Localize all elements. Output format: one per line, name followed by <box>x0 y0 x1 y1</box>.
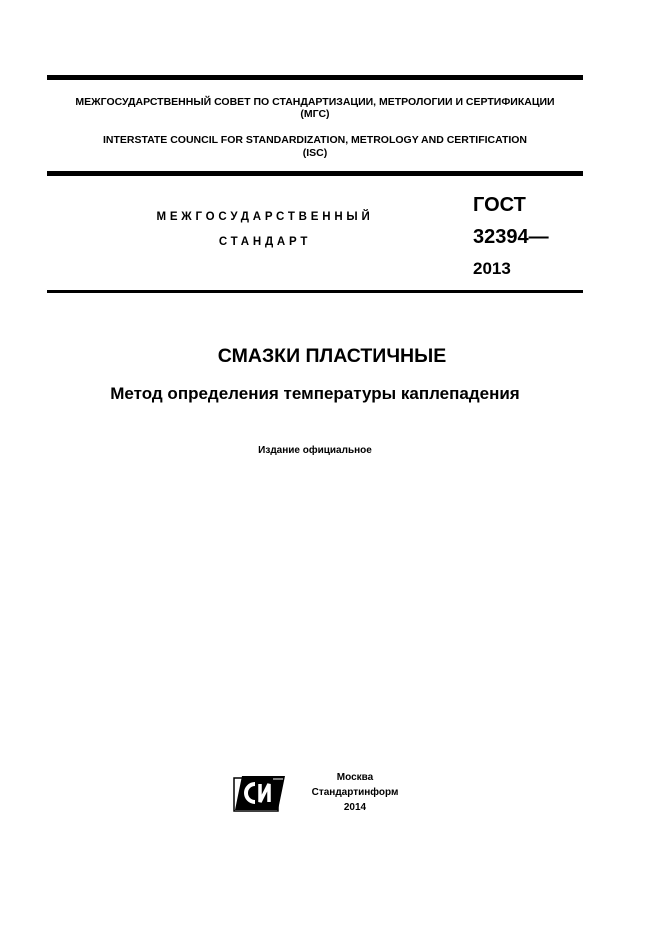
standartinform-logo-icon <box>233 773 287 813</box>
top-rule <box>47 75 583 80</box>
gost-year: 2013 <box>473 259 511 278</box>
document-title: СМАЗКИ ПЛАСТИЧНЫЕ <box>217 345 447 367</box>
standard-type-line1: МЕЖГОСУДАРСТВЕННЫЙ <box>156 211 374 223</box>
publisher-city: Москва <box>336 772 374 783</box>
council-name-ru: МЕЖГОСУДАРСТВЕННЫЙ СОВЕТ ПО СТАНДАРТИЗАЦИИ, МЕТРОЛОГИИ И СЕРТИФИКАЦИИ <box>75 96 555 108</box>
council-abbr-en: (ISC) <box>302 147 328 159</box>
publisher-year: 2014 <box>343 802 367 813</box>
document-subtitle: Метод определения температуры каплепадения <box>110 384 520 403</box>
gost-prefix: ГОСТ <box>473 194 526 216</box>
publisher-name: Стандартинформ <box>311 787 399 798</box>
council-abbr-ru: (МГС) <box>300 108 330 120</box>
middle-rule <box>47 171 583 176</box>
council-name-en: INTERSTATE COUNCIL FOR STANDARDIZATION, METROLOGY AND CERTIFICATION <box>102 134 528 146</box>
gost-number: 32394— <box>473 226 549 248</box>
standard-type-line2: СТАНДАРТ <box>218 236 312 248</box>
bottom-rule <box>47 290 583 293</box>
edition-note: Издание официальное <box>258 445 372 456</box>
